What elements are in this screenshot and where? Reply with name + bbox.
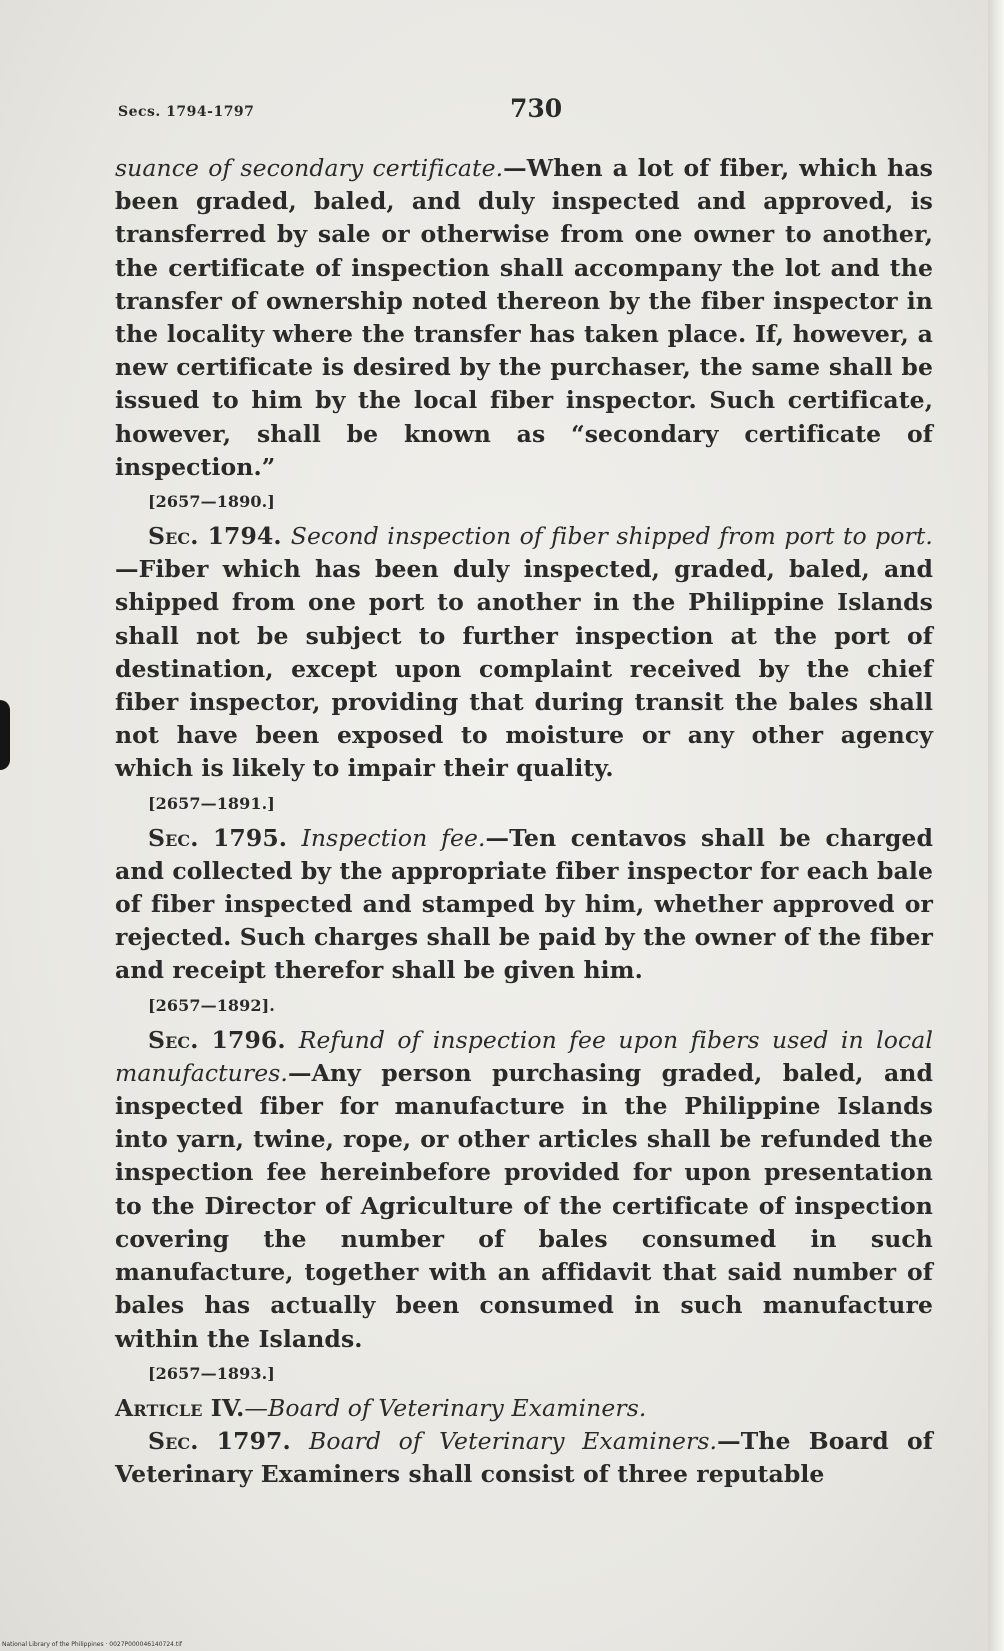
page-number: 730 bbox=[510, 94, 563, 123]
continued-heading: suance of secondary certificate. bbox=[115, 154, 504, 182]
section-1797 bbox=[115, 1425, 933, 1491]
citation: [2657—1892]. bbox=[148, 995, 275, 1015]
section-1794 bbox=[115, 520, 933, 786]
section-number: Sec. 1797. bbox=[148, 1426, 291, 1455]
continued-body: —When a lot of fiber, which has been graded, baled, and duly inspected and approved, is transferred by sale or otherwise from one owner to another, the certificate of inspection shall accompany the lot and the transfer of ownership noted thereon by the fiber inspector in the locality where the transfer has taken place. If, however, a new certificate is desired by the purchaser, the same shall be issued to him by the local fiber inspector. Such certificate, however, shall be known as “secondary certificate of inspection.” bbox=[115, 154, 934, 481]
citation: [2657—1890.] bbox=[148, 492, 275, 512]
section-body: —Ten centavos shall be charged and collected by the appropriate fiber inspector for each bale of fiber inspected and stamped by him, whether approved or rejected. Such charges shall be paid by the owner of the fiber and receipt therefor shall be given him. bbox=[115, 823, 933, 985]
section-body: —The Board of Veterinary Examiners shall consist of three reputable bbox=[115, 1426, 933, 1489]
scan-footer-note: National Library of the Philippines · 0027P000046140724.tif bbox=[2, 1641, 183, 1648]
article-heading bbox=[115, 1392, 933, 1425]
page-header bbox=[118, 94, 918, 134]
section-body: —Fiber which has been duly inspected, graded, baled, and shipped from one port to another in the Philippine Islands shall not be subject to further inspection at the port of destination, except upon complaint received by the chief fiber inspector, providing that during transit the bales shall not have been exposed to moisture or any other agency which is likely to impair their quality. bbox=[115, 555, 933, 783]
page-edge-shadow bbox=[988, 0, 1004, 1651]
page-body bbox=[115, 152, 933, 1491]
section-heading: Board of Veterinary Examiners. bbox=[308, 1426, 718, 1455]
article-title: —Board of Veterinary Examiners. bbox=[244, 1393, 647, 1422]
continuation-paragraph bbox=[115, 152, 933, 484]
section-body: —Any person purchasing graded, baled, and inspected fiber for manufacture in the Philippine Islands into yarn, twine, rope, or other articles shall be refunded the inspection fee hereinbefore provided for upon presentation to the Director of Agriculture of the certificate of inspection covering the number of bales consumed in such manufacture, together with an affidavit that said number of bales has actually been consumed in such manufacture within the Islands. bbox=[115, 1058, 933, 1353]
section-range: Secs. 1794-1797 bbox=[118, 104, 255, 120]
section-heading: Refund of inspection fee upon fibers used in local manufactures. bbox=[115, 1025, 933, 1087]
section-1796 bbox=[115, 1024, 933, 1356]
section-1795 bbox=[115, 822, 933, 988]
section-number: Sec. 1796. bbox=[148, 1025, 286, 1054]
citation: [2657—1891.] bbox=[148, 793, 275, 813]
binding-tab bbox=[0, 700, 10, 770]
citation: [2657—1893.] bbox=[148, 1363, 275, 1383]
section-heading: Second inspection of fiber shipped from port to port. bbox=[290, 522, 933, 551]
section-number: Sec. 1794. bbox=[148, 522, 282, 551]
section-number: Sec. 1795. bbox=[148, 823, 288, 852]
article-label: Article IV. bbox=[115, 1393, 245, 1422]
section-heading: Inspection fee. bbox=[301, 823, 486, 852]
